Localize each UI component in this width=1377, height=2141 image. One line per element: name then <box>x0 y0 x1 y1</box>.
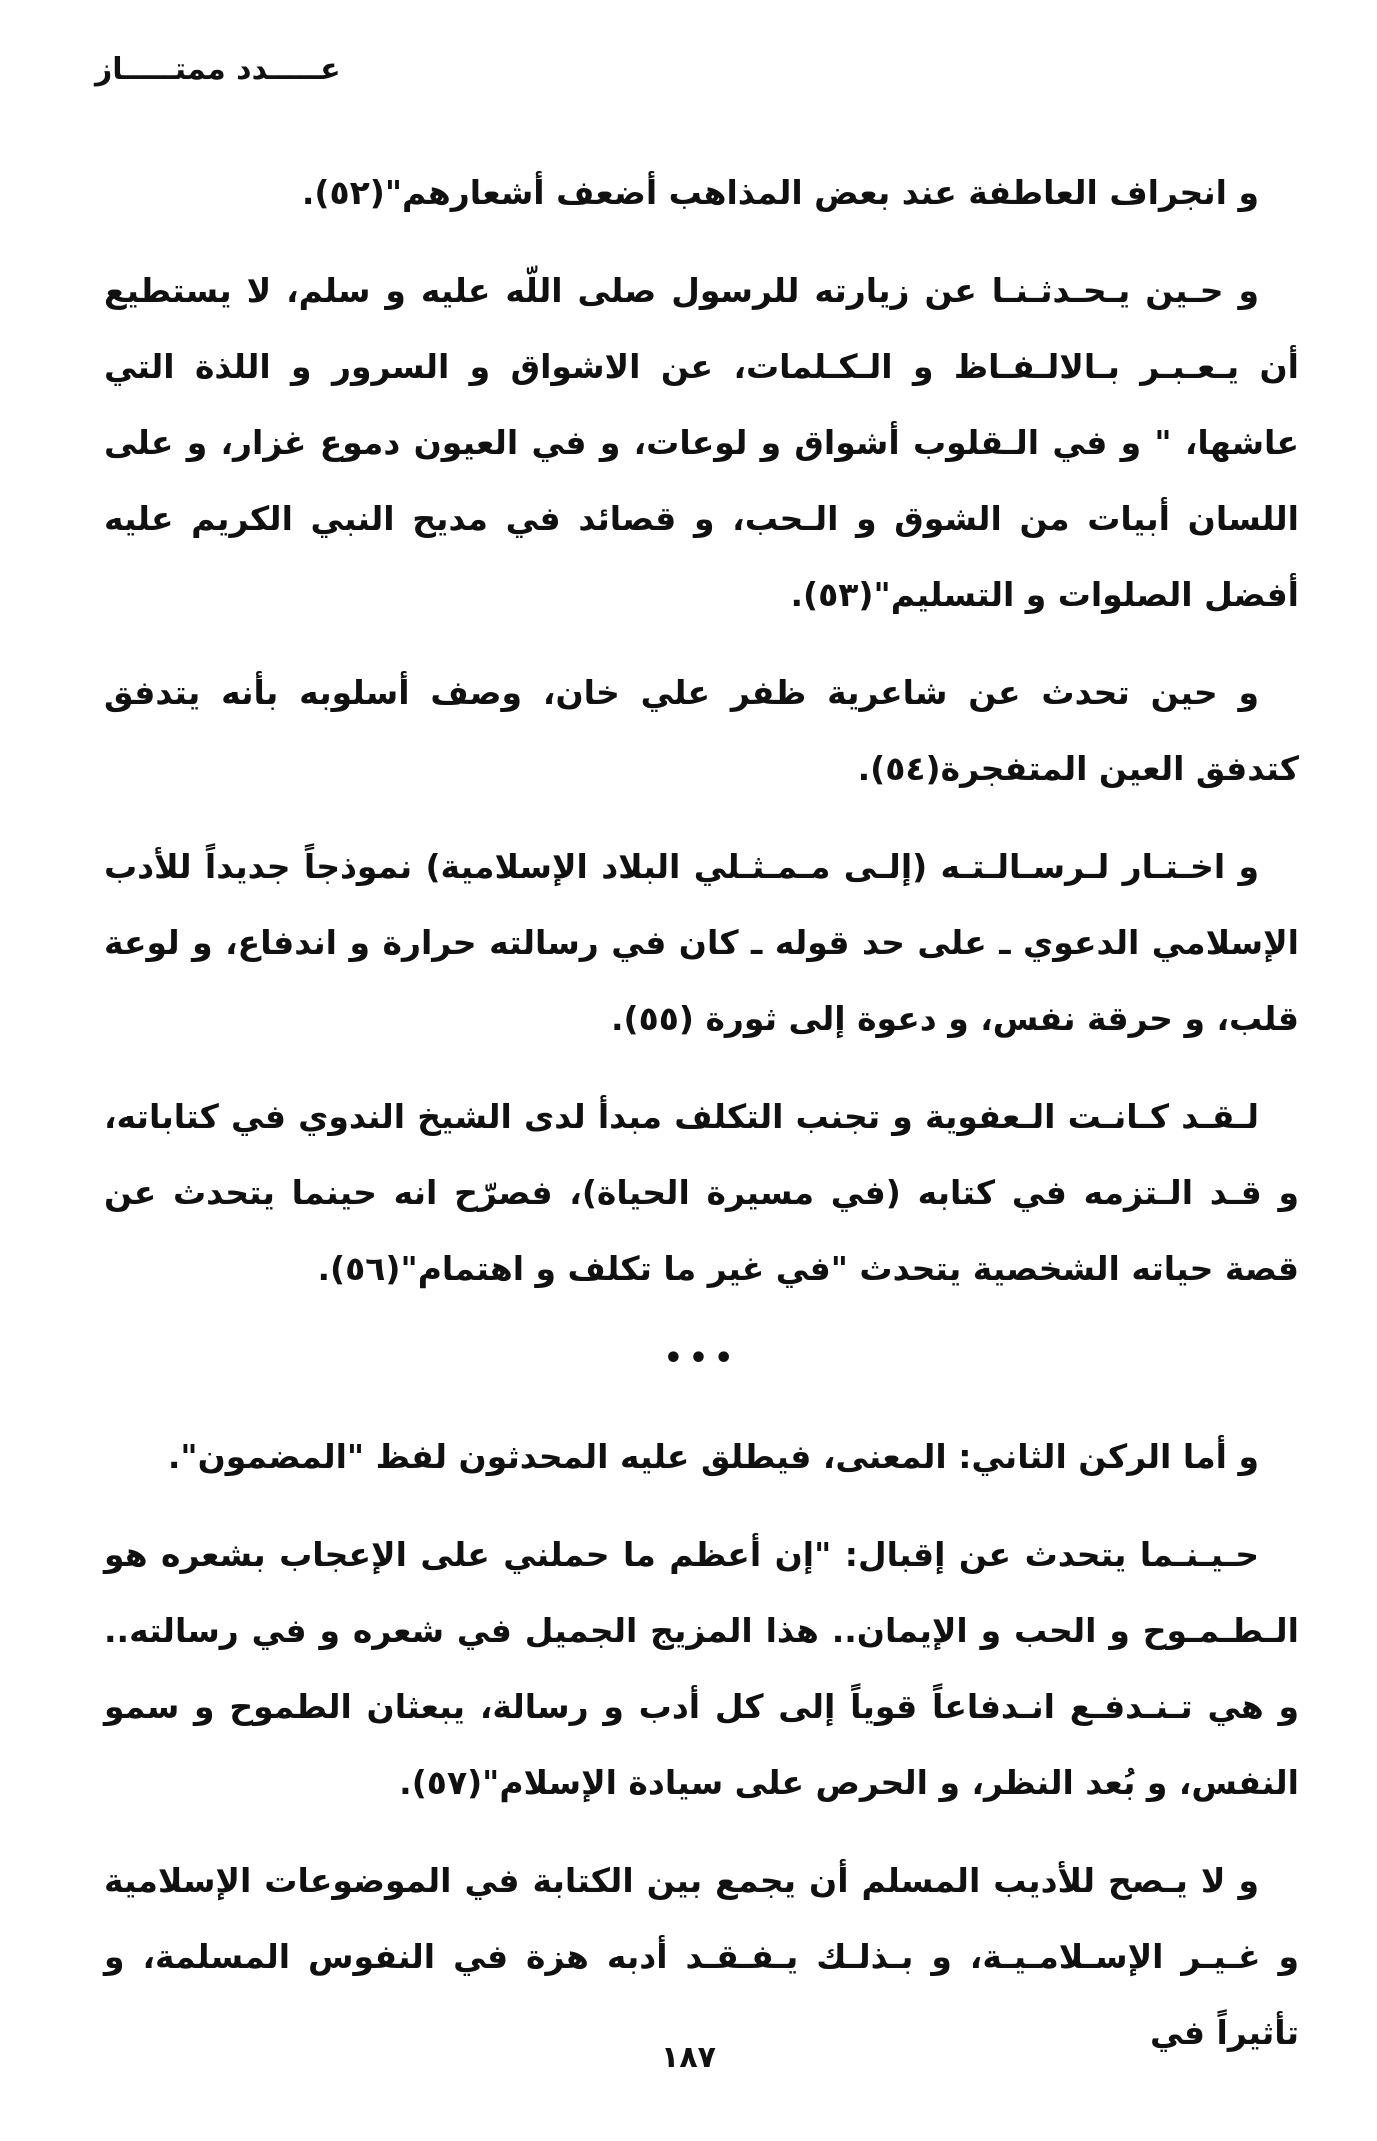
running-header <box>0 52 1377 87</box>
paragraph: و لا يـصح للأديب المسلم أن يجمع بين الكتابة في الموضوعات الإسلامية و غـيـر الإسـلامـيـة، و بـذلـك يـفـقـد أدبه هزة في النفوس المسلمة، و تأثيراً في <box>104 1861 1299 2052</box>
paragraph: و حـين يـحـدثـنـا عن زيارته للرسول صلى اللّه عليه و سلم، لا يستطيع أن يـعـبـر بـالالـفـاظ و الـكـلمات، عن الاشواق و السرور و اللذة التي عاشها، " و في الـقلوب أشواق و لوعات، و في العيون دموع غزار، و على اللسان أبيات من الشوق و الـحب، و قصائد في مديح النبي الكريم عليه أفضل الصلوات و التسليم"(٥٣). <box>104 271 1299 614</box>
paragraph: و انجراف العاطفة عند بعض المذاهب أضعف أشعارهم"(٥٢). <box>301 173 1259 212</box>
section-separator: ••• <box>663 1341 740 1376</box>
paragraph: لـقـد كـانـت الـعفوية و تجنب التكلف مبدأ لدى الشيخ الندوي في كتاباته، و قـد الـتزمه في كتابه (في مسيرة الحياة)، فصرّح انه حينما يتحدث عن قصة حياته الشخصية يتحدث "في غير ما تكلف و اهتمام"(٥٦). <box>104 1097 1299 1288</box>
paragraph: و أما الركن الثاني: المعنى، فيطلق عليه المحدثون لفظ "المضمون". <box>167 1437 1259 1476</box>
page-number: ١٨٧ <box>661 2040 716 2075</box>
paragraph: و حين تحدث عن شاعرية ظفر علي خان، وصف أسلوبه بأنه يتدفق كتدفق العين المتفجرة(٥٤). <box>104 673 1299 788</box>
body-text <box>104 155 1299 2071</box>
paragraph: و اخـتـار لـرسـالـتـه (إلـى مـمـثـلي البلاد الإسلامية) نموذجاً جديداً للأدب الإسلامي الدعوي ـ على حد قوله ـ كان في رسالته حرارة و اندفاع، و لوعة قلب، و حرقة نفس، و دعوة إلى ثورة (٥٥). <box>104 847 1299 1038</box>
paragraph: حـيـنـما يتحدث عن إقبال: "إن أعظم ما حملني على الإعجاب بشعره هو الـطـمـوح و الحب و الإيمان.. هذا المزيج الجميل في شعره و في رسالته.. و هي تـنـدفـع انـدفاعاً قوياً إلى كل أدب و رسالة، يبعثان الطموح و سمو النفس، و بُعد النظر، و الحرص على سيادة الإسلام"(٥٧). <box>104 1535 1299 1802</box>
running-header-title: عـــــدد ممتـــــاز <box>95 52 341 87</box>
